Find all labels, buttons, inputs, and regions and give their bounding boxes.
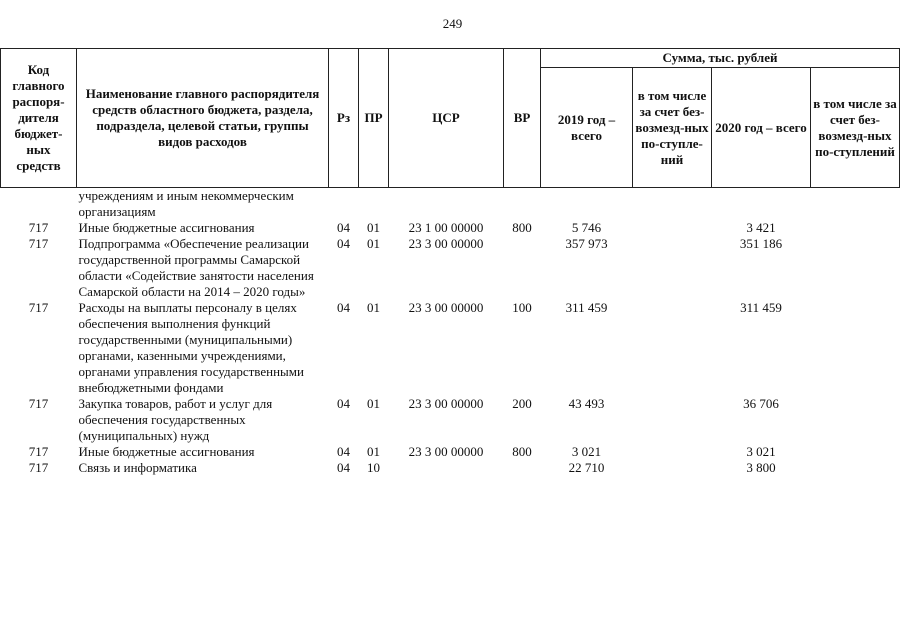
row-2019-gratuitous (633, 396, 712, 444)
row-rz: 04 (337, 396, 350, 411)
row-2020-total: 3 021 (746, 444, 776, 459)
header-2020-total: 2020 год – всего (712, 68, 811, 188)
row-csr: 23 3 00 00000 (408, 236, 484, 251)
row-csr: 23 3 00 00000 (408, 300, 484, 315)
row-2019-total: 357 973 (565, 236, 608, 251)
row-pr: 10 (367, 460, 380, 475)
table-row (1, 460, 900, 476)
row-2020-total (712, 188, 811, 221)
row-2020-total: 3 421 (746, 220, 776, 235)
row-code: 717 (28, 300, 49, 315)
header-vr: ВР (504, 49, 541, 188)
row-vr (504, 460, 541, 476)
row-2020-gratuitous (811, 188, 900, 221)
header-rz: Рз (329, 49, 359, 188)
row-pr: 01 (367, 396, 380, 411)
table-body (1, 188, 900, 477)
row-pr (359, 188, 389, 221)
row-csr (389, 188, 504, 221)
row-name: Иные бюджетные ассигнования (78, 444, 255, 459)
row-csr: 23 3 00 00000 (408, 396, 484, 411)
row-pr: 01 (367, 444, 380, 459)
row-name: Подпрограмма «Обеспечение реализации государственной программы Самарской области «Содействие занятости населения Самарской области на 2014 – 2020 годы» (78, 236, 314, 299)
row-pr: 01 (367, 300, 380, 315)
row-vr (504, 188, 541, 221)
row-2019-gratuitous (633, 300, 712, 396)
row-2019-total: 43 493 (568, 396, 605, 411)
row-2019-total: 22 710 (568, 460, 605, 475)
table-row (1, 220, 900, 236)
header-sum: Сумма, тыс. рублей (541, 49, 900, 68)
row-name: Иные бюджетные ассигнования (78, 220, 255, 235)
row-rz: 04 (337, 460, 350, 475)
table-header (1, 49, 900, 188)
row-2019-total (541, 188, 633, 221)
row-2020-gratuitous (811, 220, 900, 236)
row-rz: 04 (337, 220, 350, 235)
row-vr: 800 (512, 444, 532, 459)
page-number: 249 (442, 16, 463, 31)
row-pr: 01 (367, 220, 380, 235)
row-2019-total: 311 459 (565, 300, 608, 315)
row-code: 717 (28, 396, 49, 411)
row-2020-total: 36 706 (743, 396, 779, 411)
header-2019-gratuitous: в том числе за счет без-возмезд-ных по-ступле-ний (633, 68, 712, 188)
row-2020-gratuitous (811, 396, 900, 444)
header-csr: ЦСР (389, 49, 504, 188)
row-2019-gratuitous (633, 236, 712, 300)
row-vr: 100 (512, 300, 532, 315)
header-pr: ПР (359, 49, 389, 188)
row-2019-gratuitous (633, 188, 712, 221)
row-code: 717 (28, 444, 49, 459)
row-name: Расходы на выплаты персоналу в целях обеспечения выполнения функций государственными (муниципальными) органами, казенными учреждениями, органами управления государственными внебюджетными фондами (78, 300, 304, 395)
row-csr: 23 1 00 00000 (408, 220, 484, 235)
row-rz: 04 (337, 444, 350, 459)
row-2020-total: 311 459 (740, 300, 782, 315)
row-code (1, 188, 77, 221)
row-csr: 23 3 00 00000 (408, 444, 484, 459)
header-code: Код главного распоря-дителя бюджет-ных средств (1, 49, 77, 188)
row-2020-gratuitous (811, 300, 900, 396)
row-csr (389, 460, 504, 476)
table-row (1, 188, 900, 221)
row-2019-gratuitous (633, 220, 712, 236)
row-rz: 04 (337, 236, 350, 251)
row-code: 717 (28, 220, 49, 235)
row-vr: 200 (512, 396, 532, 411)
row-2019-total: 3 021 (571, 444, 602, 459)
table-row (1, 396, 900, 444)
row-2019-gratuitous (633, 460, 712, 476)
row-2020-gratuitous (811, 460, 900, 476)
header-2019-total: 2019 год – всего (541, 68, 633, 188)
row-name: Связь и информатика (78, 460, 197, 475)
row-code: 717 (28, 460, 49, 475)
row-2019-gratuitous (633, 444, 712, 460)
row-code: 717 (28, 236, 49, 251)
header-name: Наименование главного распорядителя средств областного бюджета, раздела, подраздела, целевой статьи, группы видов расходов (77, 49, 329, 188)
table-row (1, 236, 900, 300)
row-vr: 800 (512, 220, 532, 235)
row-name: учреждениям и иным некоммерческим организациям (78, 188, 294, 219)
header-2020-gratuitous: в том числе за счет без-возмезд-ных по-ступлений (811, 68, 900, 188)
row-2020-total: 3 800 (746, 460, 776, 475)
row-rz: 04 (337, 300, 350, 315)
row-vr (504, 236, 541, 300)
row-2020-total: 351 186 (739, 236, 783, 251)
row-2020-gratuitous (811, 236, 900, 300)
budget-table (0, 48, 900, 476)
row-rz (329, 188, 359, 221)
row-2019-total: 5 746 (571, 220, 602, 235)
row-name: Закупка товаров, работ и услуг для обеспечения государственных (муниципальных) нужд (78, 396, 273, 443)
table-row (1, 444, 900, 460)
table-row (1, 300, 900, 396)
row-pr: 01 (367, 236, 380, 251)
row-2020-gratuitous (811, 444, 900, 460)
